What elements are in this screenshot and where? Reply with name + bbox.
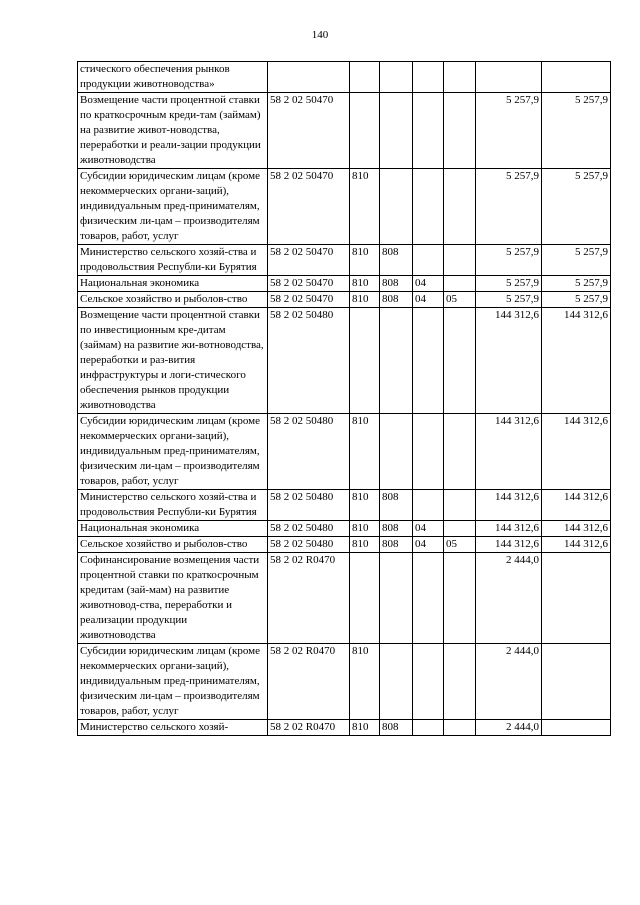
amount-year2-cell — [542, 644, 611, 720]
target-code-cell: 58 2 02 50470 — [268, 292, 350, 308]
section-cell: 04 — [413, 276, 444, 292]
section-cell: 04 — [413, 537, 444, 553]
section-cell — [413, 644, 444, 720]
target-code-cell: 58 2 02 R0470 — [268, 720, 350, 736]
subsection-cell — [444, 308, 476, 414]
section-cell — [413, 414, 444, 490]
ministry-code-cell: 808 — [380, 292, 413, 308]
table-row — [78, 414, 611, 490]
expense-type-cell: 810 — [350, 521, 380, 537]
section-cell — [413, 245, 444, 276]
amount-year1-cell: 5 257,9 — [476, 169, 542, 245]
target-code-cell: 58 2 02 50470 — [268, 245, 350, 276]
amount-year1-cell: 5 257,9 — [476, 276, 542, 292]
amount-year2-cell: 144 312,6 — [542, 308, 611, 414]
expense-type-cell — [350, 553, 380, 644]
amount-year2-cell: 5 257,9 — [542, 276, 611, 292]
section-cell — [413, 93, 444, 169]
expense-type-cell: 810 — [350, 644, 380, 720]
table-row — [78, 490, 611, 521]
amount-year2-cell: 5 257,9 — [542, 292, 611, 308]
row-name-cell: Национальная экономика — [78, 521, 268, 537]
amount-year2-cell: 144 312,6 — [542, 490, 611, 521]
target-code-cell: 58 2 02 50470 — [268, 169, 350, 245]
target-code-cell — [268, 62, 350, 93]
amount-year2-cell: 144 312,6 — [542, 414, 611, 490]
ministry-code-cell — [380, 169, 413, 245]
table-row — [78, 292, 611, 308]
amount-year2-cell: 5 257,9 — [542, 93, 611, 169]
target-code-cell: 58 2 02 50480 — [268, 521, 350, 537]
expense-type-cell — [350, 62, 380, 93]
row-name-cell: Министерство сельского хозяй-ства и продовольствия Республи-ки Бурятия — [78, 245, 268, 276]
subsection-cell — [444, 644, 476, 720]
target-code-cell: 58 2 02 50470 — [268, 93, 350, 169]
ministry-code-cell — [380, 414, 413, 490]
table-row — [78, 169, 611, 245]
row-name-cell: Возмещение части процентной ставки по инвестиционным кре-дитам (займам) на развитие жи-вотноводства, переработки и раз-вития инфраструктуры и логи-стического обеспечения рынков продукции животноводства — [78, 308, 268, 414]
amount-year2-cell — [542, 720, 611, 736]
subsection-cell — [444, 521, 476, 537]
section-cell: 04 — [413, 521, 444, 537]
ministry-code-cell — [380, 644, 413, 720]
target-code-cell: 58 2 02 50470 — [268, 276, 350, 292]
table-row — [78, 537, 611, 553]
subsection-cell: 05 — [444, 292, 476, 308]
row-name-cell: Возмещение части процентной ставки по краткосрочным креди-там (займам) на развитие живот-новодства, переработки и реали-зации продукции животноводства — [78, 93, 268, 169]
target-code-cell: 58 2 02 R0470 — [268, 644, 350, 720]
amount-year1-cell: 2 444,0 — [476, 720, 542, 736]
expense-type-cell: 810 — [350, 720, 380, 736]
amount-year1-cell: 144 312,6 — [476, 521, 542, 537]
row-name-cell: стического обеспечения рынков продукции животноводства» — [78, 62, 268, 93]
table-row — [78, 62, 611, 93]
ministry-code-cell — [380, 553, 413, 644]
row-name-cell: Софинансирование возмещения части процентной ставки по краткосрочным кредитам (зай-мам) на развитие животновод-ства, переработки и реализации продукции животноводства — [78, 553, 268, 644]
amount-year2-cell: 144 312,6 — [542, 537, 611, 553]
ministry-code-cell: 808 — [380, 490, 413, 521]
subsection-cell — [444, 414, 476, 490]
section-cell — [413, 169, 444, 245]
amount-year2-cell: 144 312,6 — [542, 521, 611, 537]
target-code-cell: 58 2 02 50480 — [268, 414, 350, 490]
amount-year1-cell: 5 257,9 — [476, 93, 542, 169]
section-cell — [413, 62, 444, 93]
amount-year1-cell: 5 257,9 — [476, 245, 542, 276]
table-row — [78, 644, 611, 720]
ministry-code-cell: 808 — [380, 537, 413, 553]
ministry-code-cell: 808 — [380, 720, 413, 736]
target-code-cell: 58 2 02 R0470 — [268, 553, 350, 644]
row-name-cell: Сельское хозяйство и рыболов-ство — [78, 537, 268, 553]
expense-type-cell: 810 — [350, 537, 380, 553]
row-name-cell: Сельское хозяйство и рыболов-ство — [78, 292, 268, 308]
section-cell — [413, 720, 444, 736]
expense-type-cell: 810 — [350, 490, 380, 521]
expense-type-cell: 810 — [350, 292, 380, 308]
table-row — [78, 308, 611, 414]
amount-year1-cell: 144 312,6 — [476, 537, 542, 553]
target-code-cell: 58 2 02 50480 — [268, 537, 350, 553]
amount-year1-cell — [476, 62, 542, 93]
section-cell — [413, 308, 444, 414]
subsection-cell — [444, 553, 476, 644]
ministry-code-cell — [380, 308, 413, 414]
expense-type-cell: 810 — [350, 276, 380, 292]
subsection-cell — [444, 62, 476, 93]
row-name-cell: Субсидии юридическим лицам (кроме некоммерческих органи-заций), индивидуальным пред-принимателям, физическим ли-цам – производителям товаров, работ, услуг — [78, 414, 268, 490]
section-cell: 04 — [413, 292, 444, 308]
table-row — [78, 93, 611, 169]
table-row — [78, 521, 611, 537]
amount-year2-cell — [542, 553, 611, 644]
ministry-code-cell — [380, 93, 413, 169]
expense-type-cell: 810 — [350, 169, 380, 245]
subsection-cell — [444, 490, 476, 521]
amount-year1-cell: 5 257,9 — [476, 292, 542, 308]
ministry-code-cell: 808 — [380, 276, 413, 292]
row-name-cell: Субсидии юридическим лицам (кроме некоммерческих органи-заций), индивидуальным пред-принимателям, физическим ли-цам – производителям товаров, работ, услуг — [78, 644, 268, 720]
table-row — [78, 553, 611, 644]
subsection-cell — [444, 245, 476, 276]
amount-year1-cell: 144 312,6 — [476, 414, 542, 490]
amount-year1-cell: 144 312,6 — [476, 490, 542, 521]
ministry-code-cell — [380, 62, 413, 93]
section-cell — [413, 553, 444, 644]
row-name-cell: Министерство сельского хозяй-ства и продовольствия Республи-ки Бурятия — [78, 490, 268, 521]
expense-type-cell: 810 — [350, 245, 380, 276]
table-row — [78, 245, 611, 276]
target-code-cell: 58 2 02 50480 — [268, 490, 350, 521]
amount-year1-cell: 2 444,0 — [476, 553, 542, 644]
amount-year2-cell — [542, 62, 611, 93]
target-code-cell: 58 2 02 50480 — [268, 308, 350, 414]
subsection-cell — [444, 276, 476, 292]
expense-type-cell — [350, 93, 380, 169]
subsection-cell — [444, 169, 476, 245]
subsection-cell — [444, 93, 476, 169]
table-row — [78, 276, 611, 292]
expense-type-cell — [350, 308, 380, 414]
ministry-code-cell: 808 — [380, 521, 413, 537]
amount-year2-cell: 5 257,9 — [542, 245, 611, 276]
subsection-cell — [444, 720, 476, 736]
amount-year2-cell: 5 257,9 — [542, 169, 611, 245]
row-name-cell: Национальная экономика — [78, 276, 268, 292]
subsection-cell: 05 — [444, 537, 476, 553]
budget-table — [77, 61, 611, 736]
ministry-code-cell: 808 — [380, 245, 413, 276]
section-cell — [413, 490, 444, 521]
row-name-cell: Субсидии юридическим лицам (кроме некоммерческих органи-заций), индивидуальным пред-принимателям, физическим ли-цам – производителям товаров, работ, услуг — [78, 169, 268, 245]
expense-type-cell: 810 — [350, 414, 380, 490]
page-number: 140 — [311, 29, 329, 41]
amount-year1-cell: 144 312,6 — [476, 308, 542, 414]
row-name-cell: Министерство сельского хозяй- — [78, 720, 268, 736]
amount-year1-cell: 2 444,0 — [476, 644, 542, 720]
table-row — [78, 720, 611, 736]
